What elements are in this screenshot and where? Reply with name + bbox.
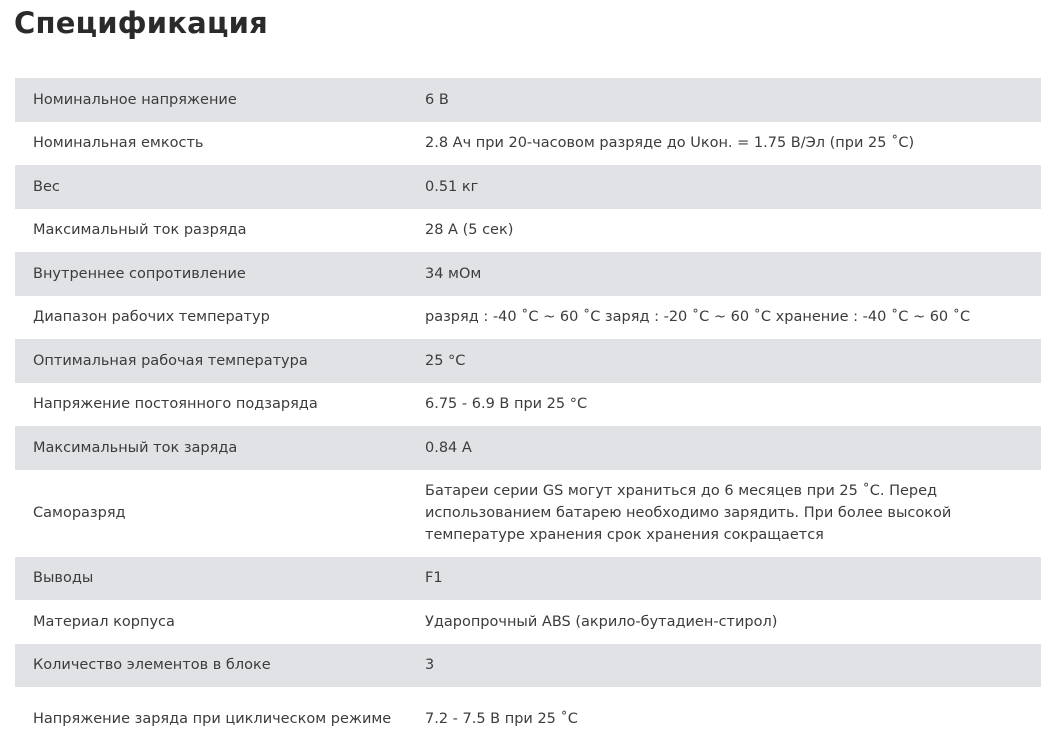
spec-value: 0.51 кг	[425, 178, 479, 195]
spec-name: Материал корпуса	[33, 613, 175, 630]
spec-name: Саморазряд	[33, 505, 126, 521]
spec-value: Ударопрочный ABS (акрило-бутадиен-стирол)	[425, 613, 778, 630]
spec-table	[15, 78, 1041, 751]
spec-value: 25 °С	[425, 352, 466, 369]
spec-value: 0.84 А	[425, 439, 472, 456]
spec-name: Напряжение заряда при циклическом режиме	[33, 711, 392, 727]
spec-value: 6 В	[425, 91, 449, 108]
spec-name: Внутреннее сопротивление	[33, 265, 246, 282]
spec-name: Максимальный ток разряда	[33, 222, 247, 239]
spec-value: 3	[425, 657, 435, 674]
table-row	[15, 122, 1041, 166]
spec-value: Батареи серии GS могут храниться до 6 месяцев при 25 ˚С. Перед использованием батарею необходимо зарядить. При более высокой температуре хранения срок хранения сокращается	[425, 483, 952, 543]
spec-name: Выводы	[33, 570, 94, 587]
table-row	[15, 339, 1041, 383]
table-row	[15, 296, 1041, 340]
spec-name: Диапазон рабочих температур	[33, 309, 270, 326]
spec-name: Количество элементов в блоке	[33, 657, 271, 674]
page-title: Спецификация	[14, 6, 268, 40]
spec-name: Вес	[33, 178, 60, 195]
table-row	[15, 600, 1041, 644]
table-row	[15, 426, 1041, 470]
table-row	[15, 557, 1041, 601]
table-row	[15, 209, 1041, 253]
table-row	[15, 252, 1041, 296]
spec-value: 7.2 - 7.5 В при 25 ˚С	[425, 711, 578, 727]
spec-value: разряд : -40 ˚С ~ 60 ˚С заряд : -20 ˚С ~ 60 ˚С хранение : -40 ˚С ~ 60 ˚С	[425, 309, 971, 326]
spec-value: 28 А (5 сек)	[425, 222, 514, 239]
table-row	[15, 165, 1041, 209]
spec-value: F1	[425, 570, 443, 587]
table-row	[15, 470, 1041, 557]
spec-value: 34 мОм	[425, 265, 482, 282]
table-row	[15, 687, 1041, 751]
spec-name: Номинальное напряжение	[33, 91, 237, 108]
table-row	[15, 78, 1041, 122]
spec-name: Номинальная емкость	[33, 135, 204, 152]
spec-name: Оптимальная рабочая температура	[33, 352, 308, 369]
table-row	[15, 644, 1041, 688]
spec-value: 2.8 Ач при 20-часовом разряде до Uкон. = 1.75 В/Эл (при 25 ˚С)	[425, 135, 915, 152]
spec-name: Напряжение постоянного подзаряда	[33, 396, 318, 413]
spec-name: Максимальный ток заряда	[33, 439, 238, 456]
table-row	[15, 383, 1041, 427]
spec-value: 6.75 - 6.9 В при 25 °С	[425, 396, 588, 413]
